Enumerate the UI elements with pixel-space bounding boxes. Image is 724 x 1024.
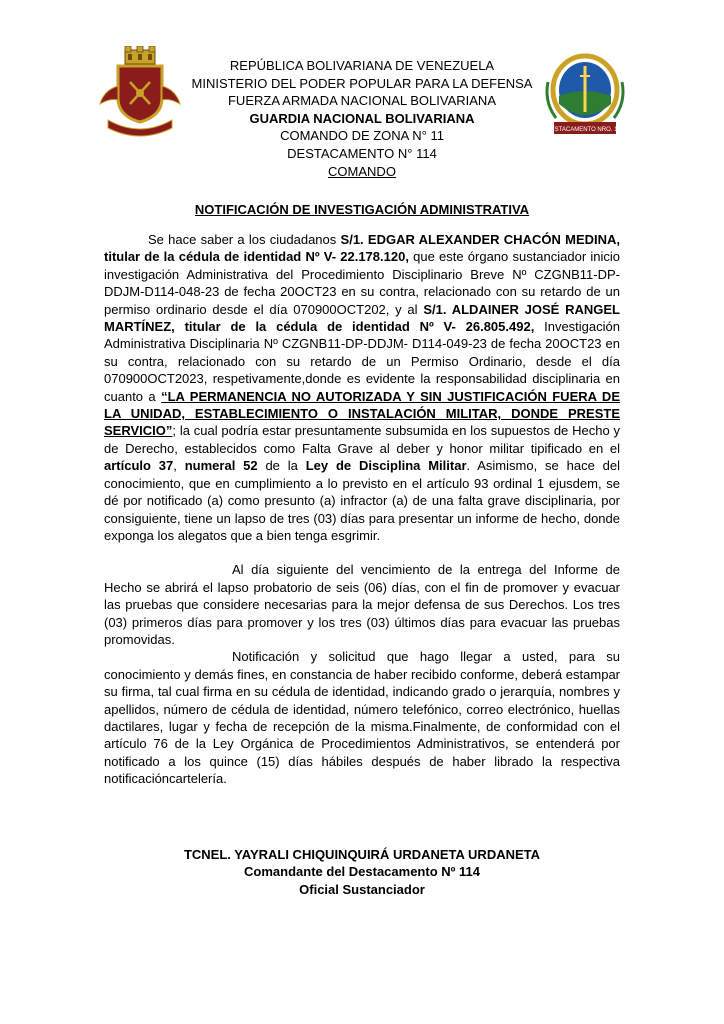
paragraph-acknowledgement: Notificación y solicitud que hago llegar a usted, para su conocimiento y demás fines, en constancia de haber recibido conforme, deberá estampar su firma, tal cual firma en su cédula de identidad, indicando grado o jerarquía, nombres y apellidos, número de cédula de identidad, número telefónico, correo electrónico, huellas dactilares, lugar y fecha de recepción de la misma.Finalmente, de conformidad con el artículo 76 de la Ley Orgánica de Procedimientos Administrativos, se entenderá por notificado a los quince (15) días hábiles después de haber librado la respectiva notificacióncartelería.	[104, 649, 620, 787]
destacamento-logo-label: DESTACAMENTO NRO. 114	[546, 127, 624, 133]
text-segment: Se hace saber a los ciudadanos	[148, 232, 341, 247]
law-reference: Ley de Disciplina Militar	[305, 458, 467, 474]
header-line-detachment: DESTACAMENTO N° 114	[287, 145, 437, 161]
header-line-command: COMANDO	[328, 163, 396, 179]
gnb-emblem-logo	[98, 46, 182, 138]
header-line-ministry: MINISTERIO DEL PODER POPULAR PARA LA DEFENSA	[191, 75, 533, 91]
paragraph-evidence-period: Al día siguiente del vencimiento de la entrega del Informe de Hecho se abrirá el lapso probatorio de seis (06) días, con el fin de promover y evacuar las pruebas que considere necesarias para la mejor defensa de sus Derechos. Los tres (03) primeros días para promover y los tres (03) últimos días para evacuar las pruebas promovidas.	[104, 562, 620, 647]
signatory-name: TCNEL. YAYRALI CHIQUINQUIRÁ URDANETA URDANETA	[183, 847, 541, 862]
text-segment: que este órgano sustanciador inicio investigación Administrativa del Procedimiento Disciplinario Breve Nº CZGNB11-DP-DDJM-D114-048-23 de fecha 20OCT23 en su contra, relacionado con su retardo de un permiso ordinario desde el día 070900OCT202, y al	[104, 249, 620, 317]
header-line-republic: REPÚBLICA BOLIVARIANA DE VENEZUELA	[229, 58, 495, 73]
header-line-gnb: GUARDIA NACIONAL BOLIVARIANA	[249, 110, 475, 126]
header-line-zone: COMANDO DE ZONA N° 11	[280, 128, 444, 144]
text-segment: de la	[257, 458, 306, 474]
paragraph-notice	[104, 231, 620, 544]
numeral-reference: numeral 52	[184, 458, 258, 474]
destacamento-114-logo	[544, 52, 626, 140]
document-title: NOTIFICACIÓN DE INVESTIGACIÓN ADMINISTRATIVA	[194, 202, 530, 217]
text-segment: ; la cual podría estar presuntamente subsumida en los supuestos de Hecho y de Derecho, establecidos como Falta Grave al deber y honor militar tipificado en el	[104, 423, 620, 456]
signature-block	[104, 846, 620, 898]
header-line-fanb: FUERZA ARMADA NACIONAL BOLIVARIANA	[227, 93, 496, 109]
document-body	[104, 231, 620, 788]
letterhead	[180, 57, 544, 180]
person-2-identity: S/1. ALDAINER JOSÉ RANGEL MARTÍNEZ, titular de la cédula de identidad Nº V- 26.805.492,	[104, 301, 620, 335]
text-segment: ,	[173, 458, 185, 474]
text-segment: . Asimismo, se hace del conocimiento, que en cumplimiento a lo previsto en el artículo 93 ordinal 1 ejusdem, se dé por notificado (a) como presunto (a) infractor (a) de una falta grave disciplinaria, por consiguiente, tiene un lapso de tres (03) días para presentar un informe de hecho, donde exponga los alegatos que a bien tenga esgrimir.	[104, 458, 620, 543]
person-1-identity: S/1. EDGAR ALEXANDER CHACÓN MEDINA, titular de la cédula de identidad Nº V- 22.178.120,	[104, 232, 620, 265]
article-reference: artículo 37	[104, 458, 174, 474]
signatory-function: Oficial Sustanciador	[299, 881, 425, 897]
text-segment: Investigación Administrativa Disciplinaria Nº CZGNB11-DP-DDJM- D114-049-23 de fecha 20OCT23 en su contra, relacionado con su retardo de un Permiso Ordinario, desde el día 070900OCT2023, respetivamente,donde es evidente la responsabilidad disciplinaria en cuanto a	[104, 319, 620, 404]
offense-quote: “LA PERMANENCIA NO AUTORIZADA Y SIN JUSTIFICACIÓN FUERA DE LA UNIDAD, ESTABLECIMIENTO O INSTALACIÓN MILITAR, DONDE PRESTE SERVICIO”	[104, 388, 620, 439]
signatory-role: Comandante del Destacamento Nº 114	[244, 864, 480, 880]
